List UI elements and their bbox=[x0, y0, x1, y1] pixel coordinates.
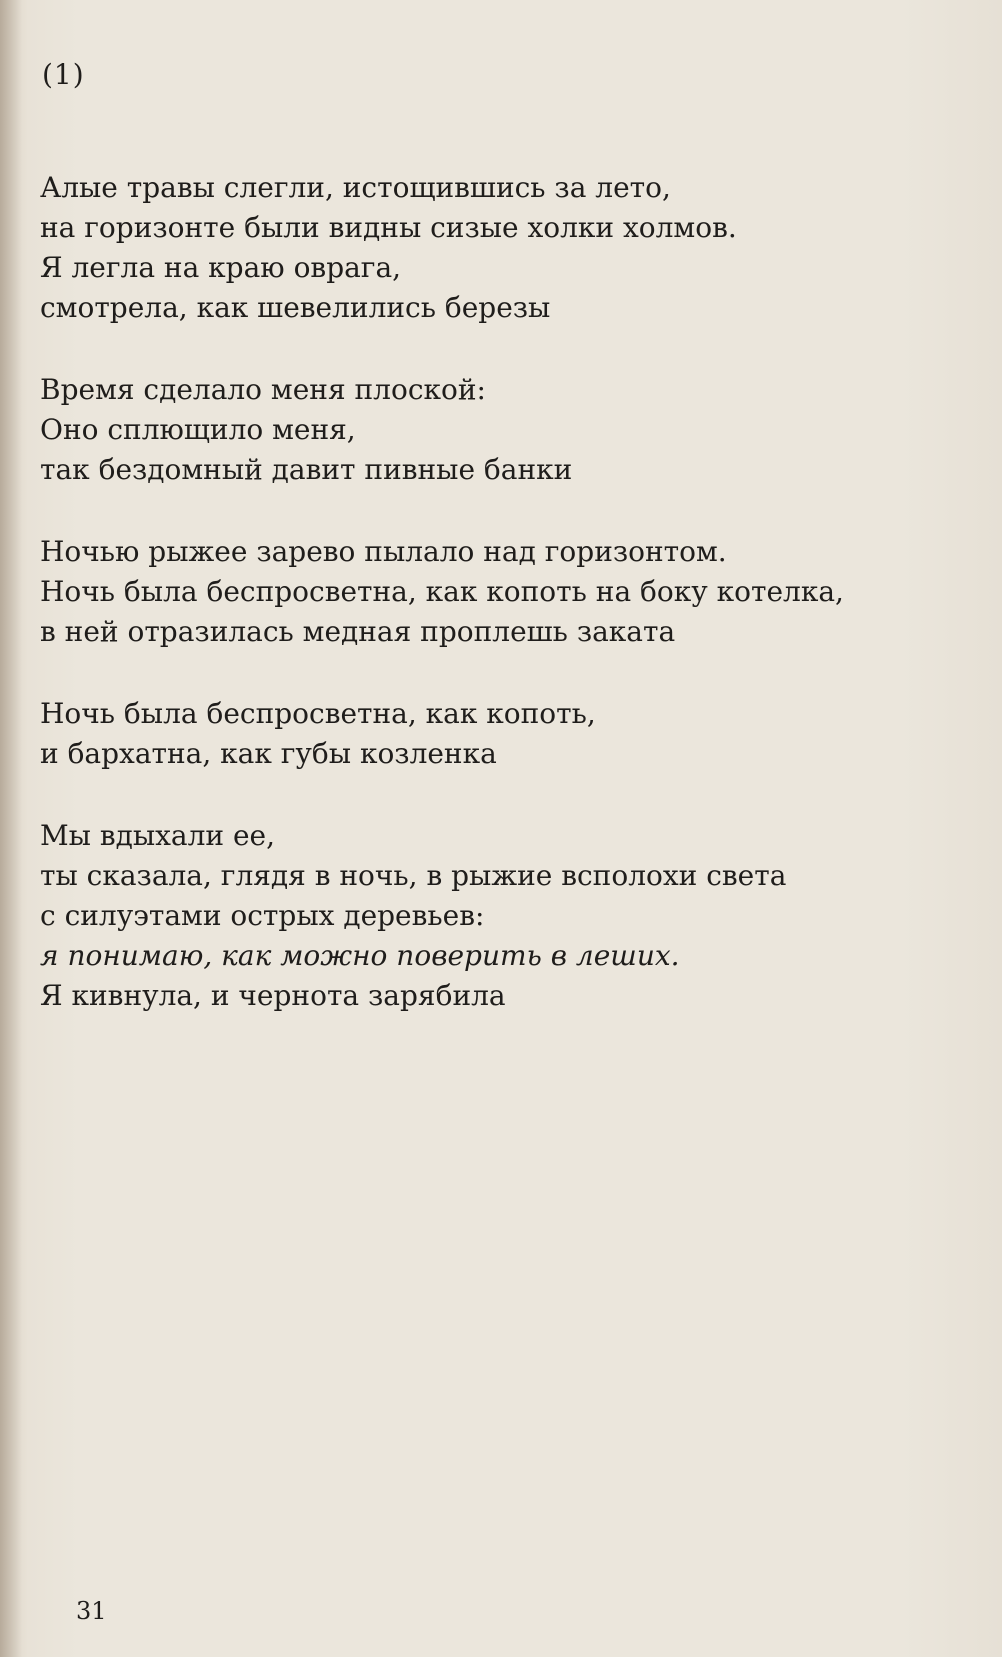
poem-line: Время сделало меня плоской: bbox=[40, 373, 486, 406]
poem-line: Я кивнула, и чернота зарябила bbox=[40, 979, 506, 1012]
stanza-3 bbox=[40, 532, 940, 652]
poem-line: Ночь была беспросветна, как копоть на боку котелка, bbox=[40, 575, 844, 608]
poem-line: Алые травы слегли, истощившись за лето, bbox=[40, 171, 671, 204]
poem-line: Оно сплющило меня, bbox=[40, 413, 356, 446]
poem-line: с силуэтами острых деревьев: bbox=[40, 899, 485, 932]
poem-body bbox=[40, 168, 940, 1058]
poem-line: Мы вдыхали ее, bbox=[40, 819, 276, 852]
poem-line: так бездомный давит пивные банки bbox=[40, 453, 573, 486]
poem-line: и бархатна, как губы козленка bbox=[40, 737, 497, 770]
poem-line-italic: я понимаю, как можно поверить в леших. bbox=[40, 939, 680, 972]
poem-line: Я легла на краю оврага, bbox=[40, 251, 402, 284]
poem-line: смотрела, как шевелились березы bbox=[40, 291, 551, 324]
poem-line: на горизонте были видны сизые холки холмов. bbox=[40, 211, 737, 244]
poem-line: ты сказала, глядя в ночь, в рыжие всполохи света bbox=[40, 859, 787, 892]
stanza-4 bbox=[40, 694, 940, 774]
stanza-2 bbox=[40, 370, 940, 490]
poem-line: в ней отразилась медная проплешь заката bbox=[40, 615, 676, 648]
poem-line: Ночью рыжее зарево пылало над горизонтом. bbox=[40, 535, 727, 568]
page-gutter-shadow bbox=[0, 0, 22, 1657]
stanza-1 bbox=[40, 168, 940, 328]
stanza-5 bbox=[40, 816, 940, 1016]
page-number: 31 bbox=[76, 1597, 107, 1625]
section-number: (1) bbox=[42, 58, 85, 91]
poem-line: Ночь была беспросветна, как копоть, bbox=[40, 697, 596, 730]
